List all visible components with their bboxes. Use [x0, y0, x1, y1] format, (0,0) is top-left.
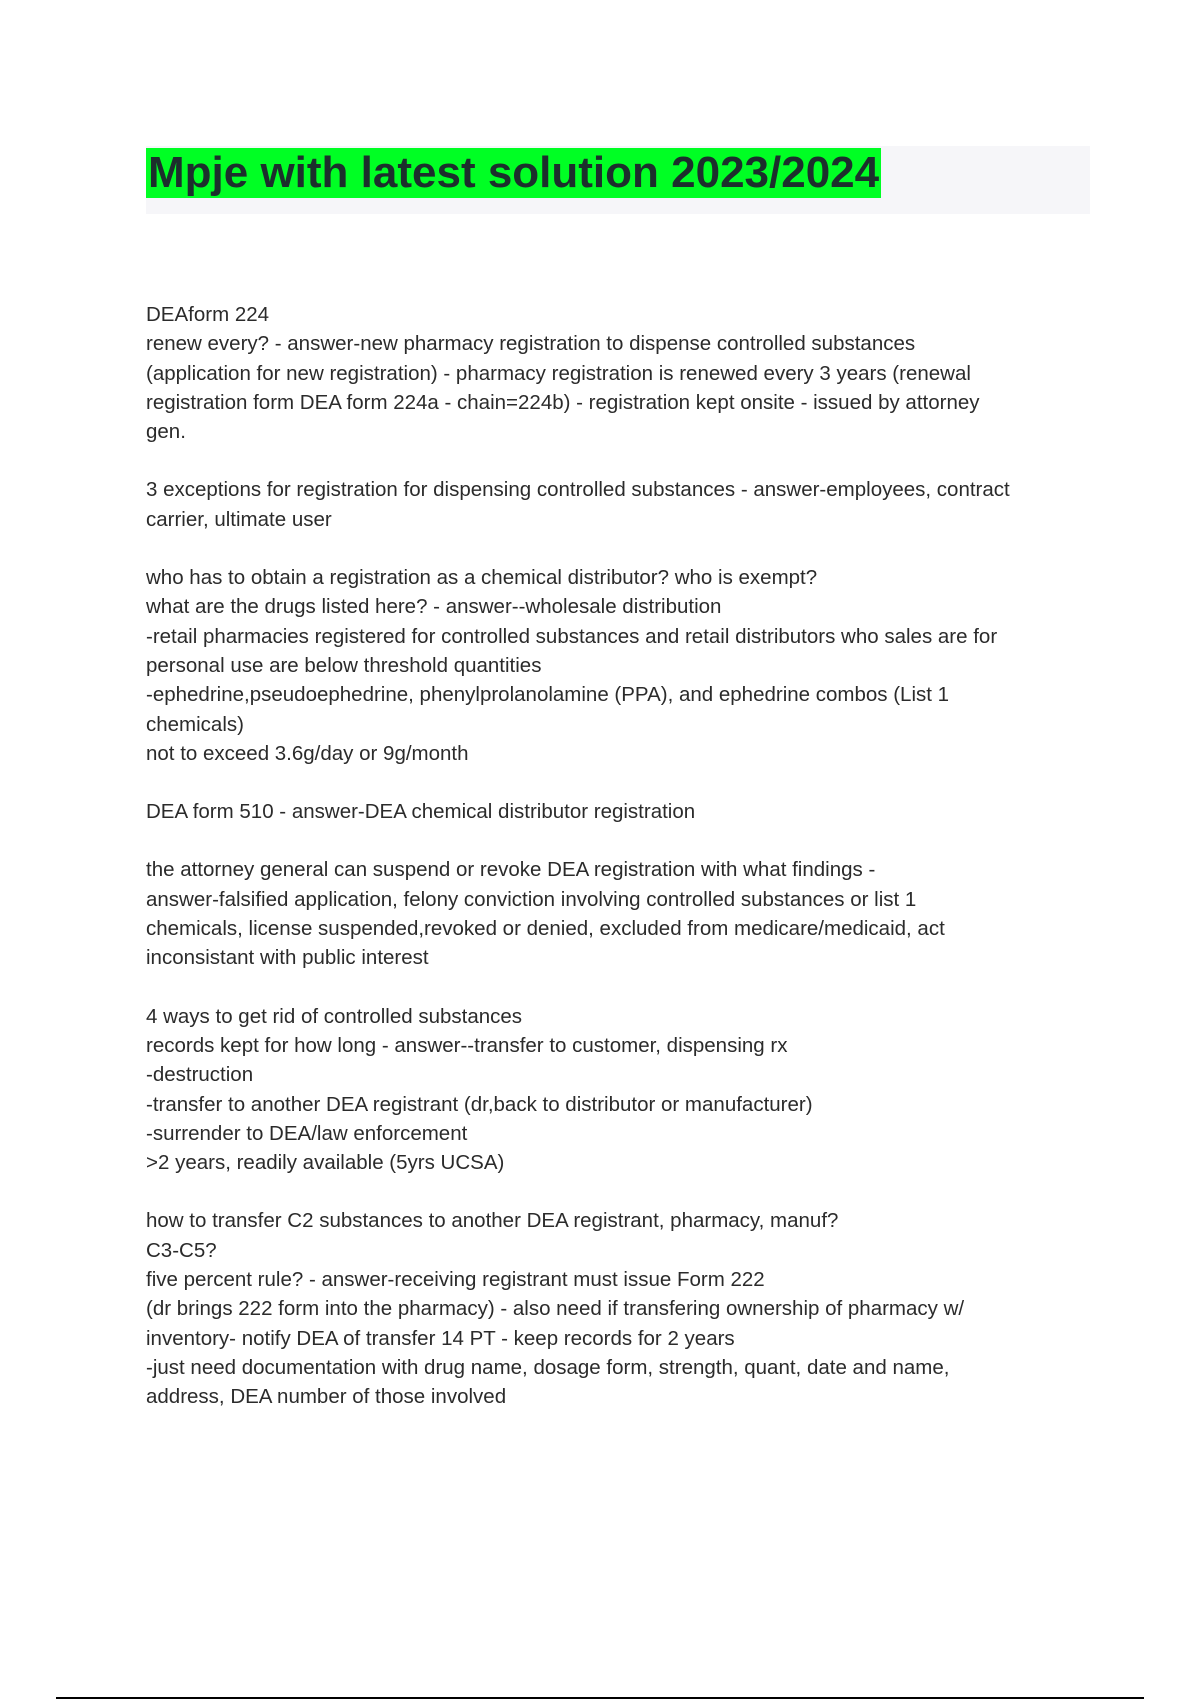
qa-block-disposal-ways: [146, 1002, 1086, 1178]
text-line: 4 ways to get rid of controlled substances: [146, 1004, 523, 1028]
text-line: DEA form 510 - answer-DEA chemical distributor registration: [146, 800, 696, 824]
text-line: -ephedrine,pseudoephedrine, phenylprolanolamine (PPA), and ephedrine combos (List 1: [146, 683, 950, 707]
text-line: -transfer to another DEA registrant (dr,back to distributor or manufacturer): [146, 1092, 813, 1116]
qa-block-registration-exceptions: [146, 475, 1086, 534]
text-line: chemicals, license suspended,revoked or denied, excluded from medicare/medicaid, act: [146, 917, 945, 941]
document-body: [146, 300, 1086, 1441]
text-line: -just need documentation with drug name, dosage form, strength, quant, date and name,: [146, 1355, 950, 1379]
qa-block-suspend-revoke: [146, 855, 1086, 972]
text-line: answer-falsified application, felony conviction involving controlled substances or list 1: [146, 887, 917, 911]
text-line: (application for new registration) - pharmacy registration is renewed every 3 years (renewal: [146, 361, 971, 385]
text-line: C3-C5?: [146, 1238, 217, 1262]
text-line: carrier, ultimate user: [146, 507, 332, 531]
document-title: Mpje with latest solution 2023/2024: [148, 148, 880, 197]
text-line: who has to obtain a registration as a chemical distributor? who is exempt?: [146, 566, 818, 590]
text-line: the attorney general can suspend or revoke DEA registration with what findings -: [146, 858, 876, 882]
qa-block-dea-form-224: [146, 300, 1086, 446]
text-line: DEAform 224: [146, 303, 270, 326]
text-line: -retail pharmacies registered for controlled substances and retail distributors who sales are for: [146, 624, 998, 648]
text-line: personal use are below threshold quantities: [146, 653, 542, 677]
text-line: -surrender to DEA/law enforcement: [146, 1121, 468, 1145]
text-line: how to transfer C2 substances to another DEA registrant, pharmacy, manuf?: [146, 1209, 839, 1233]
text-line: inconsistant with public interest: [146, 946, 429, 970]
text-line: renew every? - answer-new pharmacy registration to dispense controlled substances: [146, 332, 916, 356]
text-line: inventory- notify DEA of transfer 14 PT - keep records for 2 years: [146, 1326, 735, 1350]
text-line: gen.: [146, 420, 186, 444]
text-line: chemicals): [146, 712, 244, 736]
qa-block-c2-transfer: [146, 1206, 1086, 1411]
text-line: 3 exceptions for registration for dispensing controlled substances - answer-employees, contract: [146, 478, 1010, 502]
footer-divider: [56, 1697, 1144, 1699]
text-line: not to exceed 3.6g/day or 9g/month: [146, 741, 469, 765]
text-line: what are the drugs listed here? - answer--wholesale distribution: [146, 595, 722, 619]
qa-block-chemical-distributor: [146, 563, 1086, 768]
text-line: >2 years, readily available (5yrs UCSA): [146, 1151, 505, 1175]
text-line: (dr brings 222 form into the pharmacy) - also need if transfering ownership of pharmacy w/: [146, 1297, 965, 1321]
text-line: registration form DEA form 224a - chain=224b) - registration kept onsite - issued by attorney: [146, 390, 980, 414]
qa-block-dea-form-510: [146, 797, 1086, 826]
text-line: records kept for how long - answer--transfer to customer, dispensing rx: [146, 1033, 788, 1057]
text-line: five percent rule? - answer-receiving registrant must issue Form 222: [146, 1268, 765, 1292]
text-line: -destruction: [146, 1063, 254, 1087]
text-line: address, DEA number of those involved: [146, 1385, 507, 1409]
